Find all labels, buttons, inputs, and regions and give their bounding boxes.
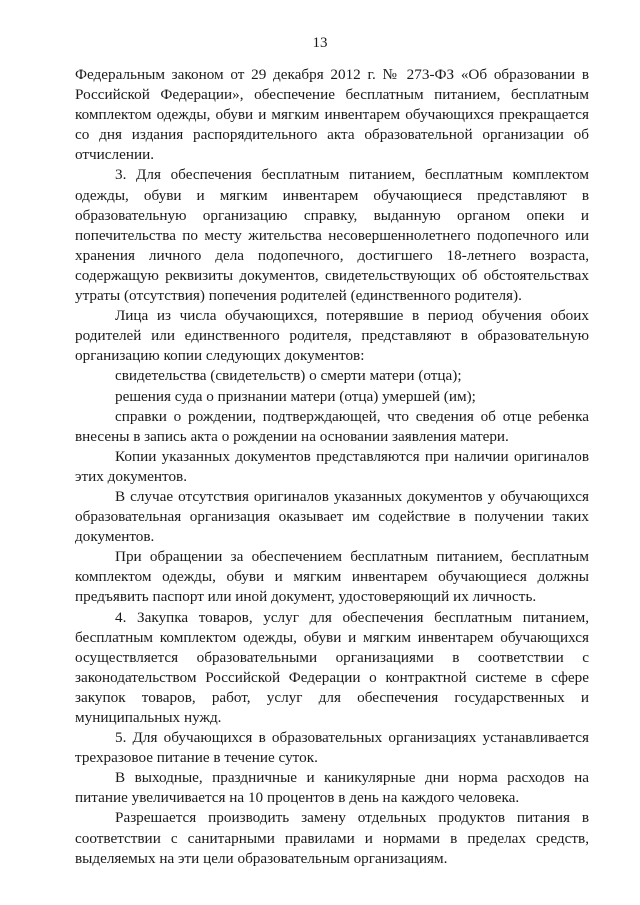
paragraph-12: В выходные, праздничные и каникулярные дни норма расходов на питание увеличивается на 10 процентов в день на каждого человека. (75, 769, 589, 807)
paragraph-5: решения суда о признании матери (отца) умершей (им); (115, 387, 476, 405)
paragraph-4: свидетельства (свидетельств) о смерти матери (отца); (115, 367, 462, 385)
paragraph-8: В случае отсутствия оригиналов указанных документов у обучающихся образовательная организация оказывает им содействие в получении таких документов. (75, 487, 589, 546)
paragraph-7: Копии указанных документов представляются при наличии оригиналов этих документов. (75, 447, 589, 485)
paragraph-3: Лица из числа обучающихся, потерявшие в период обучения обоих родителей или единственного родителя, представляют в образовательную организацию копии следующих документов: (75, 307, 589, 365)
document-body (75, 65, 589, 869)
paragraph-9: При обращении за обеспечением бесплатным питанием, бесплатным комплектом одежды, обуви и мягким инвентарем обучающиеся должны предъявить паспорт или иной документ, удостоверяющий их личность. (75, 548, 589, 606)
paragraph-13: Разрешается производить замену отдельных продуктов питания в соответствии с санитарными правилами и нормами в пределах средств, выделяемых на эти цели образовательным организациям. (75, 809, 589, 867)
paragraph-2: 3. Для обеспечения бесплатным питанием, бесплатным комплектом одежды, обуви и мягким инвентарем обучающиеся представляют в образовательную организацию справку, выданную органом опеки и попечительства по месту жительства несовершеннолетнего подопечного или хранения личного дела подопечного, достигшего 18-летнего возраста, содержащую реквизиты документов, свидетельствующих об обстоятельствах утраты (отсутствия) попечения родителей (единственного родителя). (75, 166, 589, 305)
paragraph-10: 4. Закупка товаров, услуг для обеспечения бесплатным питанием, бесплатным комплектом одежды, обуви и мягким инвентарем обучающихся осуществляется образовательными организациями в соответствии с законодательством Российской Федерации о контрактной системе в сфере закупок товаров, работ, услуг для обеспечения государственных и муниципальных нужд. (75, 608, 589, 726)
paragraph-11: 5. Для обучающихся в образовательных организациях устанавливается трехразовое питание в течение суток. (75, 729, 589, 767)
paragraph-1: Федеральным законом от 29 декабря 2012 г. № 273-ФЗ «Об образовании в Российской Федерации», обеспечение бесплатным питанием, бесплатным комплектом одежды, обуви и мягким инвентарем обучающихся прекращается со дня издания распорядительного акта образовательной организации об отчислении. (75, 66, 589, 164)
page-number: 13 (312, 35, 328, 51)
paragraph-6: справки о рождении, подтверждающей, что сведения об отце ребенка внесены в запись акта о рождении на основании заявления матери. (75, 407, 589, 445)
